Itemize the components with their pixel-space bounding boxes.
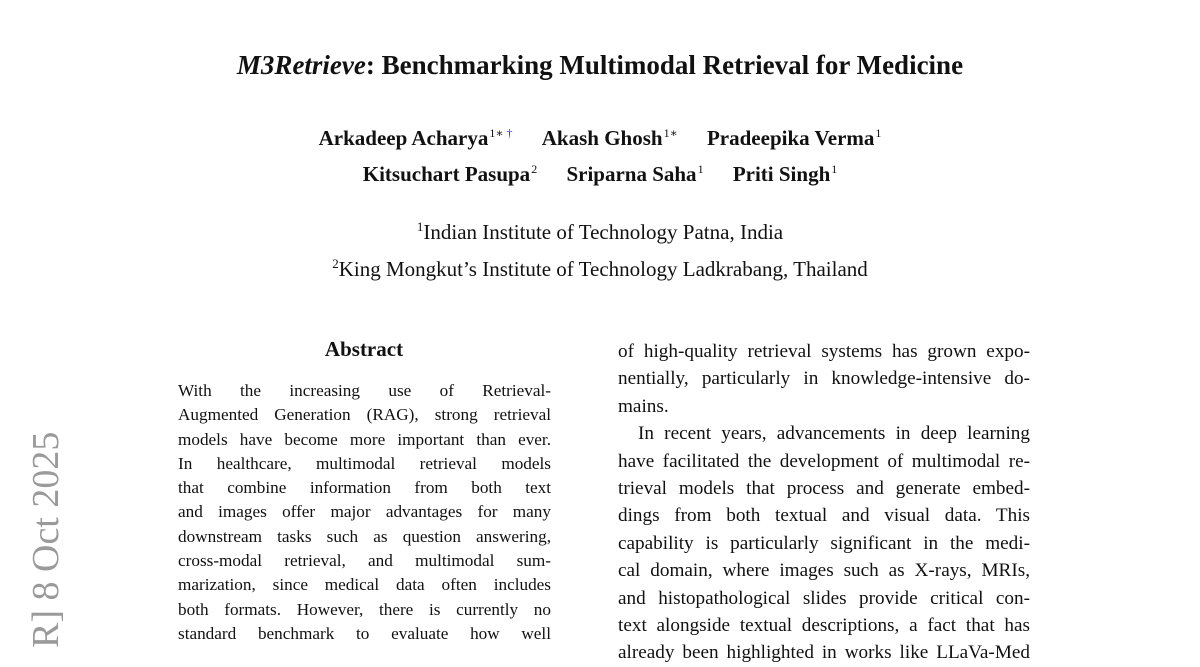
affiliations <box>0 211 1200 285</box>
author: Kitsuchart Pasupa$^2$ <box>362 162 538 186</box>
intro-line: text alongside textual descriptions, a fact that has <box>618 615 1030 637</box>
paper-title <box>0 47 1200 83</box>
intro-line: dings from both textual and visual data. This <box>618 505 1030 527</box>
arxiv-stamp: R] 8 Oct 2025 <box>25 431 67 648</box>
abstract-body <box>178 379 551 646</box>
author: Pradeepika Verma$^1$ <box>706 126 882 150</box>
abstract-line: standard benchmark to evaluate how well <box>178 623 551 643</box>
abstract-line: cross-modal retrieval, and multimodal sum- <box>178 551 551 571</box>
author: Arkadeep Acharya$^{1∗ \dagger}$ <box>318 126 513 150</box>
intro-line: In recent years, advancements in deep learning <box>638 423 1030 445</box>
intro-line: have facilitated the development of multimodal re- <box>618 450 1030 472</box>
author: Sriparna Saha$^1$ <box>566 162 704 186</box>
abstract-line: In healthcare, multimodal retrieval models <box>178 453 551 473</box>
intro-line: and histopathological slides provide critical con- <box>618 587 1030 609</box>
author: Priti Singh$^1$ <box>732 162 838 186</box>
abstract-line: With the increasing use of Retrieval- <box>178 381 551 400</box>
author-row-1 <box>0 118 1200 154</box>
intro-line: trieval models that process and generate embed- <box>618 478 1030 500</box>
affiliation: $^1$Indian Institute of Technology Patna, India <box>416 219 784 244</box>
affiliation: $^2$King Mongkut’s Institute of Technology Ladkrabang, Thailand <box>332 256 868 281</box>
intro-line: cal domain, where images such as X-rays, MRIs, <box>618 560 1030 582</box>
author-row-2 <box>0 154 1200 190</box>
paper-title-rest: : Benchmarking Multimodal Retrieval for Medicine <box>365 50 964 80</box>
abstract-line: and images offer major advantages for many <box>178 502 551 522</box>
abstract-line: that combine information from both text <box>178 478 551 498</box>
paper-title-italic: M3Retrieve <box>236 50 366 80</box>
abstract-line: both formats. However, there is currently no <box>178 599 551 619</box>
abstract-line: downstream tasks such as question answering, <box>178 526 551 546</box>
author-list <box>0 118 1200 190</box>
intro-line: capability is particularly significant in the medi- <box>618 532 1030 554</box>
abstract-line: marization, since medical data often includes <box>178 575 551 595</box>
intro-line: already been highlighted in works like LLaVa-Med <box>618 642 1030 664</box>
abstract-heading: Abstract <box>324 337 404 361</box>
intro-line: of high-quality retrieval systems has grown expo- <box>618 341 1030 362</box>
intro-column <box>618 338 1030 667</box>
author: Akash Ghosh$^{1∗}$ <box>541 126 678 150</box>
intro-line: nentially, particularly in knowledge-intensive do- <box>618 368 1030 390</box>
abstract-line: models have become more important than ever. <box>178 429 551 449</box>
abstract-line: Augmented Generation (RAG), strong retrieval <box>178 405 551 425</box>
intro-line: mains. <box>618 395 669 417</box>
